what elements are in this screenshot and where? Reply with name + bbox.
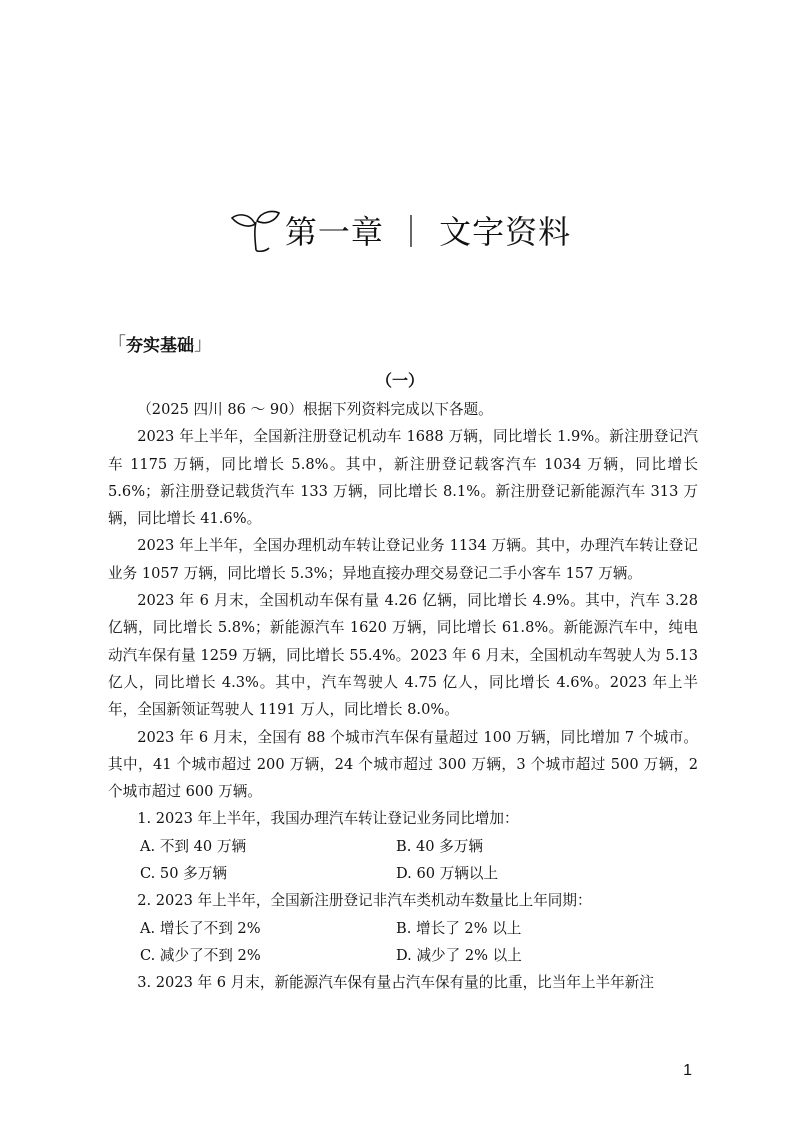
option-a: A. 增长了不到 2% bbox=[140, 919, 261, 937]
option-a: A. 不到 40 万辆 bbox=[140, 837, 247, 855]
question-stem: 1. 2023 年上半年，我国办理汽车转让登记业务同比增加： bbox=[137, 810, 519, 828]
option-d: D. 60 万辆以上 bbox=[396, 865, 499, 883]
option-c: C. 50 多万辆 bbox=[140, 865, 227, 883]
question-options bbox=[108, 915, 698, 970]
option-c: C. 减少了不到 2% bbox=[140, 946, 261, 964]
section-close-bracket: 」 bbox=[194, 334, 212, 355]
sprout-icon bbox=[229, 208, 281, 252]
material-paragraph: 2023 年上半年，全国办理机动车转让登记业务 1134 万辆。其中，办理汽车转让登记业务 1057 万辆，同比增长 5.3%；异地直接办理交易登记二手小客车 157 万辆。 bbox=[108, 537, 698, 582]
intro-text: （2025 四川 86 ～ 90）根据下列资料完成以下各题。 bbox=[137, 401, 493, 418]
question-stem: 2. 2023 年上半年，全国新注册登记非汽车类机动车数量比上年同期： bbox=[137, 892, 592, 910]
material-paragraph: 2023 年上半年，全国新注册登记机动车 1688 万辆，同比增长 1.9%。新注册登记汽车 1175 万辆，同比增长 5.8%。其中，新注册登记载客汽车 1034 万辆，同比增长 5.6%；新注册登记载货汽车 133 万辆，同比增长 8.1%。新注册登记新能源汽车 313 万辆，同比增长 41.6%。 bbox=[108, 428, 698, 528]
option-d: D. 减少了 2% 以上 bbox=[396, 946, 522, 964]
option-b: B. 40 多万辆 bbox=[396, 837, 483, 855]
material-paragraph: 2023 年 6 月末，全国有 88 个城市汽车保有量超过 100 万辆，同比增加 7 个城市。其中，41 个城市超过 200 万辆，24 个城市超过 300 万辆，3 个城市超过 500 万辆，2 个城市超过 600 万辆。 bbox=[108, 728, 698, 801]
section-tag bbox=[108, 330, 212, 356]
chapter-heading bbox=[0, 200, 800, 260]
sub-heading: （一） bbox=[375, 371, 424, 390]
option-b: B. 增长了 2% 以上 bbox=[396, 919, 522, 937]
section-open-bracket: 「 bbox=[108, 334, 126, 355]
document-body bbox=[108, 396, 698, 997]
chapter-title: 第一章 ｜ 文字资料 bbox=[284, 213, 572, 251]
section-label: 夯实基础 bbox=[126, 335, 194, 356]
question-stem: 3. 2023 年 6 月末，新能源汽车保有量占汽车保有量的比重，比当年上半年新注 bbox=[137, 974, 654, 992]
question-options bbox=[108, 833, 698, 888]
page-number: 1 bbox=[683, 1062, 692, 1079]
material-paragraph: 2023 年 6 月末，全国机动车保有量 4.26 亿辆，同比增长 4.9%。其中，汽车 3.28 亿辆，同比增长 5.8%；新能源汽车 1620 万辆，同比增长 61.8%。新能源汽车中，纯电动汽车保有量 1259 万辆，同比增长 55.4%。2023 年 6 月末，全国机动车驾驶人为 5.13 亿人，同比增长 4.3%。其中，汽车驾驶人 4.75 亿人，同比增长 4.6%。2023 年上半年，全国新领证驾驶人 1191 万人，同比增长 8.0%。 bbox=[108, 592, 698, 719]
